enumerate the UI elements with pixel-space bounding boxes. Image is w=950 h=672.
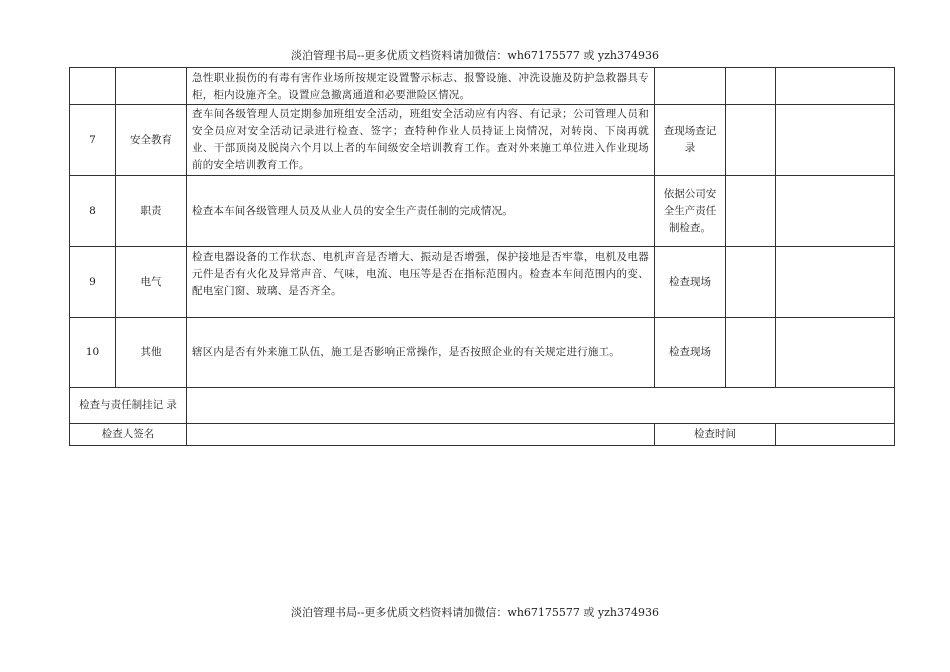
inspection-table bbox=[69, 67, 895, 446]
record-row bbox=[70, 388, 895, 424]
page-header: 淡泊管理书局--更多优质文档资料请加微信：wh67175577 或 yzh374936 bbox=[291, 49, 659, 62]
row-number: 8 bbox=[70, 176, 116, 247]
table-row bbox=[70, 68, 895, 105]
page-footer: 淡泊管理书局--更多优质文档资料请加微信：wh67175577 或 yzh374936 bbox=[291, 606, 659, 619]
inspector-label: 检查人签名 bbox=[70, 424, 187, 446]
table-row bbox=[70, 176, 895, 247]
inspector-signature bbox=[187, 424, 655, 446]
row-content: 急性职业损伤的有毒有害作业场所按规定设置警示标志、报警设施、冲洗设施及防护急救器具专柜，柜内设施齐全。设置应急撤离通道和必要泄险区情况。 bbox=[187, 68, 655, 105]
row-method: 检查现场 bbox=[655, 247, 726, 318]
row-content: 检查电器设备的工作状态、电机声音是否增大、振动是否增强，保护接地是否牢靠，电机及电器元件是否有火化及异常声音、气味，电流、电压等是否在指标范围内。检查本车间范围内的变、配电室门窗、玻璃、是否齐全。 bbox=[187, 247, 655, 318]
row-item: 职责 bbox=[116, 176, 187, 247]
empty-cell bbox=[776, 318, 895, 388]
row-item bbox=[116, 68, 187, 105]
table-row bbox=[70, 247, 895, 318]
signature-row bbox=[70, 424, 895, 446]
row-number: 10 bbox=[70, 318, 116, 388]
row-number: 7 bbox=[70, 105, 116, 176]
table-row bbox=[70, 318, 895, 388]
empty-cell bbox=[726, 68, 776, 105]
row-content: 检查本车间各级管理人员及从业人员的安全生产责任制的完成情况。 bbox=[187, 176, 655, 247]
row-item: 其他 bbox=[116, 318, 187, 388]
time-label: 检查时间 bbox=[655, 424, 776, 446]
row-method: 查现场查记录 bbox=[655, 105, 726, 176]
empty-cell bbox=[776, 105, 895, 176]
empty-cell bbox=[776, 68, 895, 105]
row-content: 辖区内是否有外来施工队伍，施工是否影响正常操作，是否按照企业的有关规定进行施工。 bbox=[187, 318, 655, 388]
empty-cell bbox=[726, 176, 776, 247]
record-label: 检查与责任制挂记 录 bbox=[70, 388, 187, 424]
empty-cell bbox=[776, 247, 895, 318]
record-value bbox=[187, 388, 895, 424]
row-method: 检查现场 bbox=[655, 318, 726, 388]
row-method: 依据公司安全生产责任制检查。 bbox=[655, 176, 726, 247]
row-content: 查车间各级管理人员定期参加班组安全活动，班组安全活动应有内容、有记录；公司管理人员和安全员应对安全活动记录进行检查、签字；查特种作业人员持证上岗情况，对转岗、下岗再就业、干部顶岗及脱岗六个月以上者的车间级安全培训教育工作。查对外来施工单位进入作业现场前的安全培训教育工作。 bbox=[187, 105, 655, 176]
row-number bbox=[70, 68, 116, 105]
empty-cell bbox=[776, 176, 895, 247]
empty-cell bbox=[726, 105, 776, 176]
row-number: 9 bbox=[70, 247, 116, 318]
empty-cell bbox=[726, 318, 776, 388]
table-row bbox=[70, 105, 895, 176]
inspection-time-value bbox=[776, 424, 895, 446]
row-item: 安全教育 bbox=[116, 105, 187, 176]
row-item: 电气 bbox=[116, 247, 187, 318]
empty-cell bbox=[726, 247, 776, 318]
row-method bbox=[655, 68, 726, 105]
